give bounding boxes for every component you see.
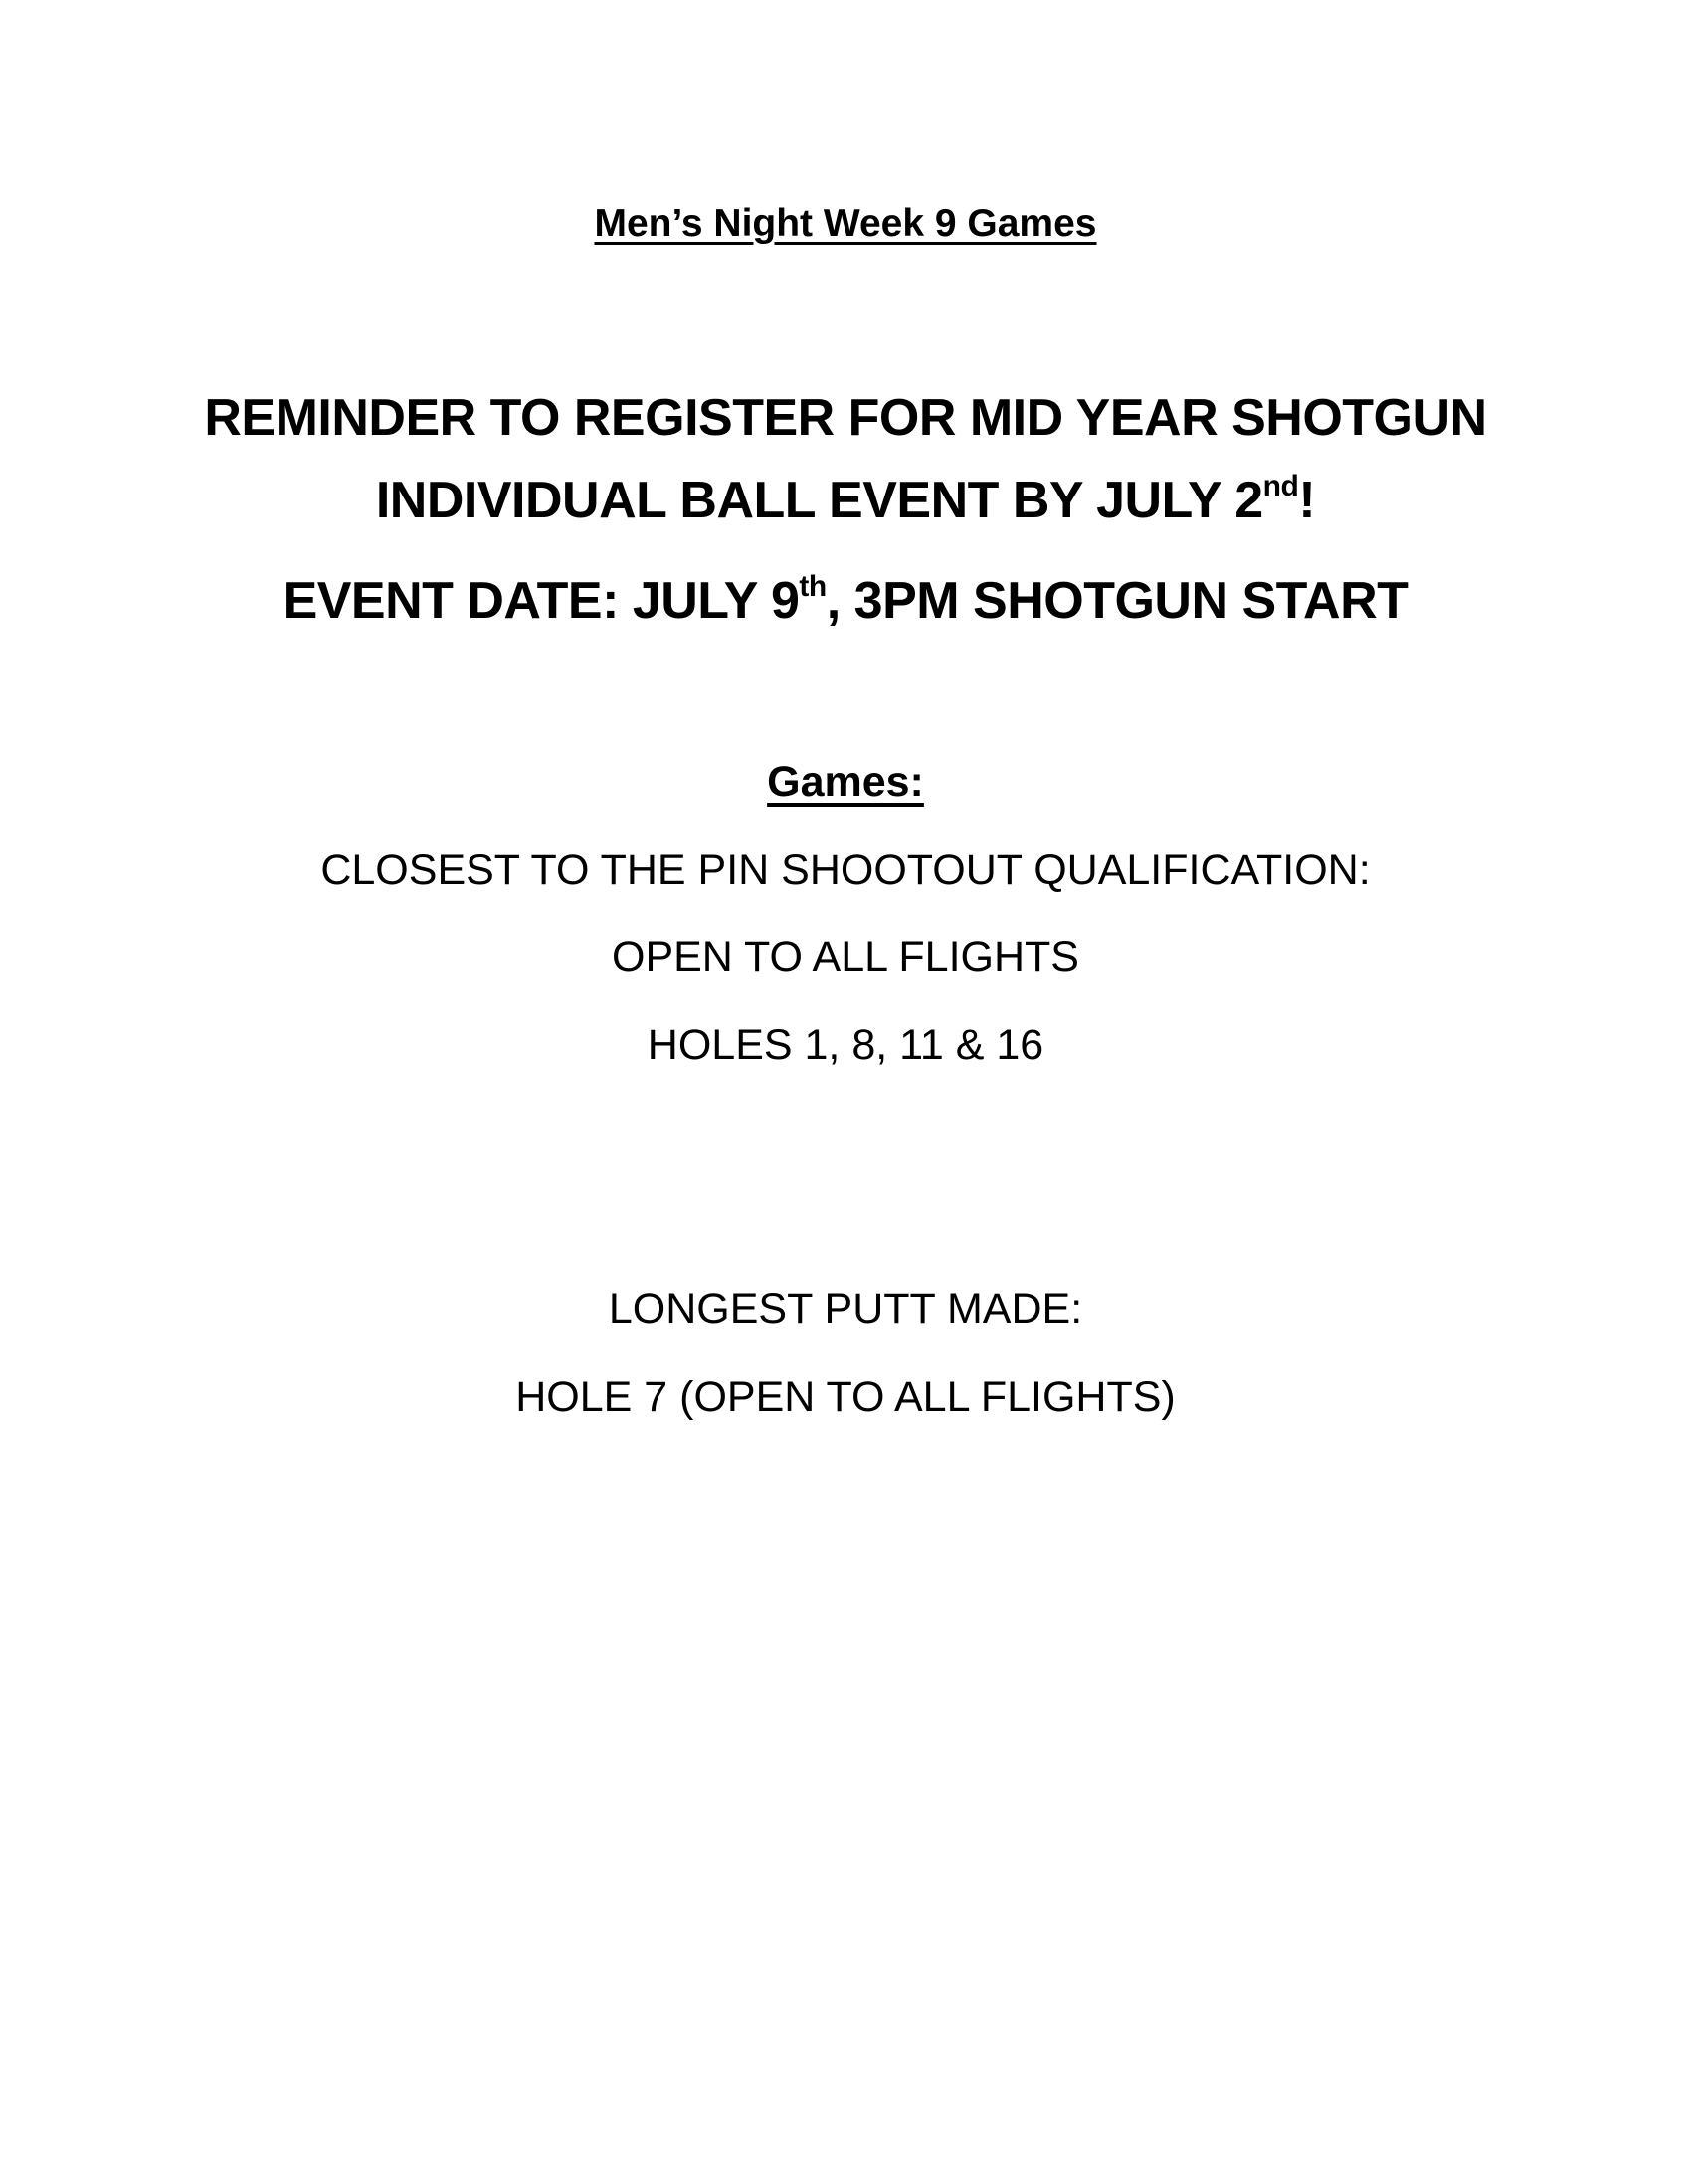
closest-to-pin-holes: HOLES 1, 8, 11 & 16 [647,1021,1044,1069]
longest-putt-label: LONGEST PUTT MADE: [608,1286,1083,1333]
event-date-end: , 3PM SHOTGUN START [826,572,1409,630]
page-title: Men’s Night Week 9 Games [594,202,1097,245]
reminder-line-2 [0,471,1691,530]
reminder-line-2-ordinal: nd [1262,470,1299,502]
reminder-line-2-text: INDIVIDUAL BALL EVENT BY JULY 2 [375,472,1263,529]
longest-putt-detail: HOLE 7 (OPEN TO ALL FLIGHTS) [515,1373,1176,1421]
event-date-line [0,571,1691,631]
games-heading: Games: [767,758,924,806]
closest-to-pin-eligibility: OPEN TO ALL FLIGHTS [612,933,1079,981]
reminder-line-1: REMINDER TO REGISTER FOR MID YEAR SHOTGUN [204,389,1487,447]
reminder-line-2-end: ! [1298,472,1316,529]
event-date-ordinal: th [799,570,827,603]
closest-to-pin-label: CLOSEST TO THE PIN SHOOTOUT QUALIFICATION: [320,846,1371,893]
event-date-text: EVENT DATE: JULY 9 [282,572,800,630]
